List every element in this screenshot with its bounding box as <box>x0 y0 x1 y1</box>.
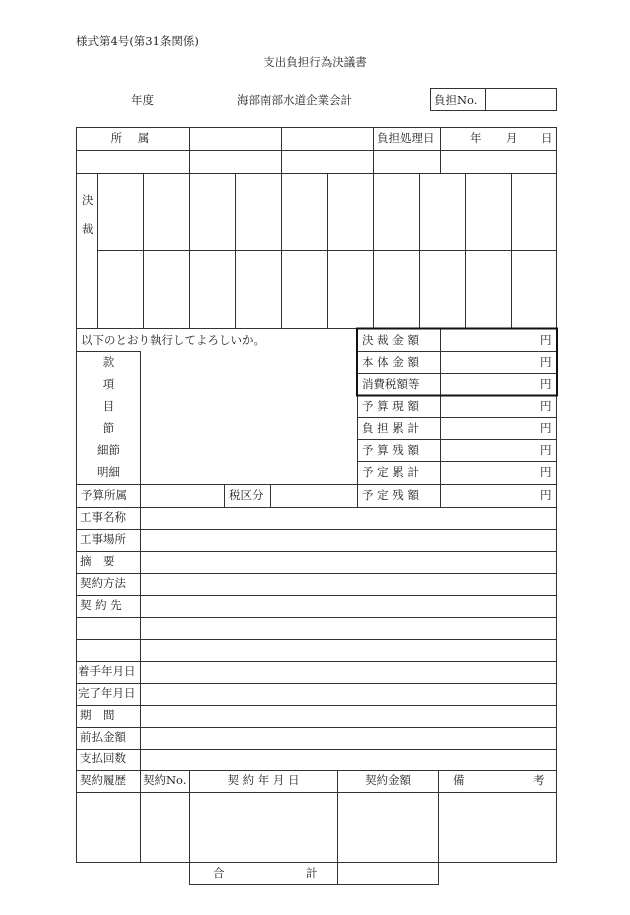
budget-label-saisetsu: 細節 <box>97 443 120 457</box>
department-label: 所 属 <box>110 131 156 145</box>
budget-label-meisai: 明細 <box>97 465 120 479</box>
yen-unit: 円 <box>540 355 552 369</box>
budget-label-kou: 項 <box>102 377 115 391</box>
detail-label: 摘 要 <box>80 554 115 568</box>
detail-label: 契 約 先 <box>80 598 122 612</box>
yen-unit: 円 <box>540 488 552 502</box>
processing-date-label: 負担処理日 <box>377 131 435 145</box>
fiscal-year-label: 年度 <box>131 93 154 107</box>
request-text: 以下のとおり執行してよろしいか。 <box>81 333 265 347</box>
amount-label: 予 算 残 額 <box>362 443 419 457</box>
yen-unit: 円 <box>540 377 552 391</box>
detail-label: 契約方法 <box>80 576 126 590</box>
amount-label: 負 担 累 計 <box>362 421 419 435</box>
detail-label: 工事場所 <box>80 532 126 546</box>
remarks-header-1: 備 <box>453 773 465 787</box>
day-label: 日 <box>541 131 553 145</box>
amount-label: 予 定 残 額 <box>362 488 419 502</box>
yen-unit: 円 <box>540 443 552 457</box>
yen-unit: 円 <box>540 333 552 347</box>
burden-no-label: 負担No. <box>434 93 478 107</box>
detail-label: 前払金額 <box>80 730 126 744</box>
form-number: 様式第4号(第31条関係) <box>76 34 199 48</box>
budget-label-kan: 款 <box>102 355 115 369</box>
amount-label: 本 体 金 額 <box>362 355 419 369</box>
detail-label: 期 間 <box>80 708 115 722</box>
total-label-1: 合 <box>213 866 225 880</box>
yen-unit: 円 <box>540 465 552 479</box>
year-label: 年 <box>470 131 482 145</box>
budget-label-moku: 目 <box>102 399 115 413</box>
amount-label: 消費税額等 <box>362 377 420 391</box>
contract-amount-header: 契約金額 <box>365 773 411 787</box>
detail-label: 支払回数 <box>80 751 126 765</box>
detail-label: 完了年月日 <box>78 686 136 700</box>
yen-unit: 円 <box>540 421 552 435</box>
detail-label: 工事名称 <box>80 510 126 524</box>
budget-label-setsu: 節 <box>102 421 115 435</box>
amount-label: 決 裁 金 額 <box>362 333 419 347</box>
approval-label-1: 決 <box>82 193 94 207</box>
approval-label-2: 裁 <box>82 222 94 236</box>
remarks-header-2: 考 <box>533 773 545 787</box>
detail-label: 着手年月日 <box>78 664 136 678</box>
contract-history-label: 契約履歴 <box>80 773 126 787</box>
month-label: 月 <box>506 131 518 145</box>
budget-dept-label: 予算所属 <box>81 488 127 502</box>
contract-date-header: 契 約 年 月 日 <box>227 773 300 787</box>
total-label-2: 計 <box>306 866 318 880</box>
organization-name: 海部南部水道企業会計 <box>237 93 352 107</box>
contract-no-header: 契約No. <box>143 773 187 787</box>
form-title: 支出負担行為決議書 <box>263 55 367 69</box>
tax-class-label: 税区分 <box>229 488 264 502</box>
amount-label: 予 定 累 計 <box>362 465 419 479</box>
amount-label: 予 算 現 額 <box>362 399 419 413</box>
yen-unit: 円 <box>540 399 552 413</box>
